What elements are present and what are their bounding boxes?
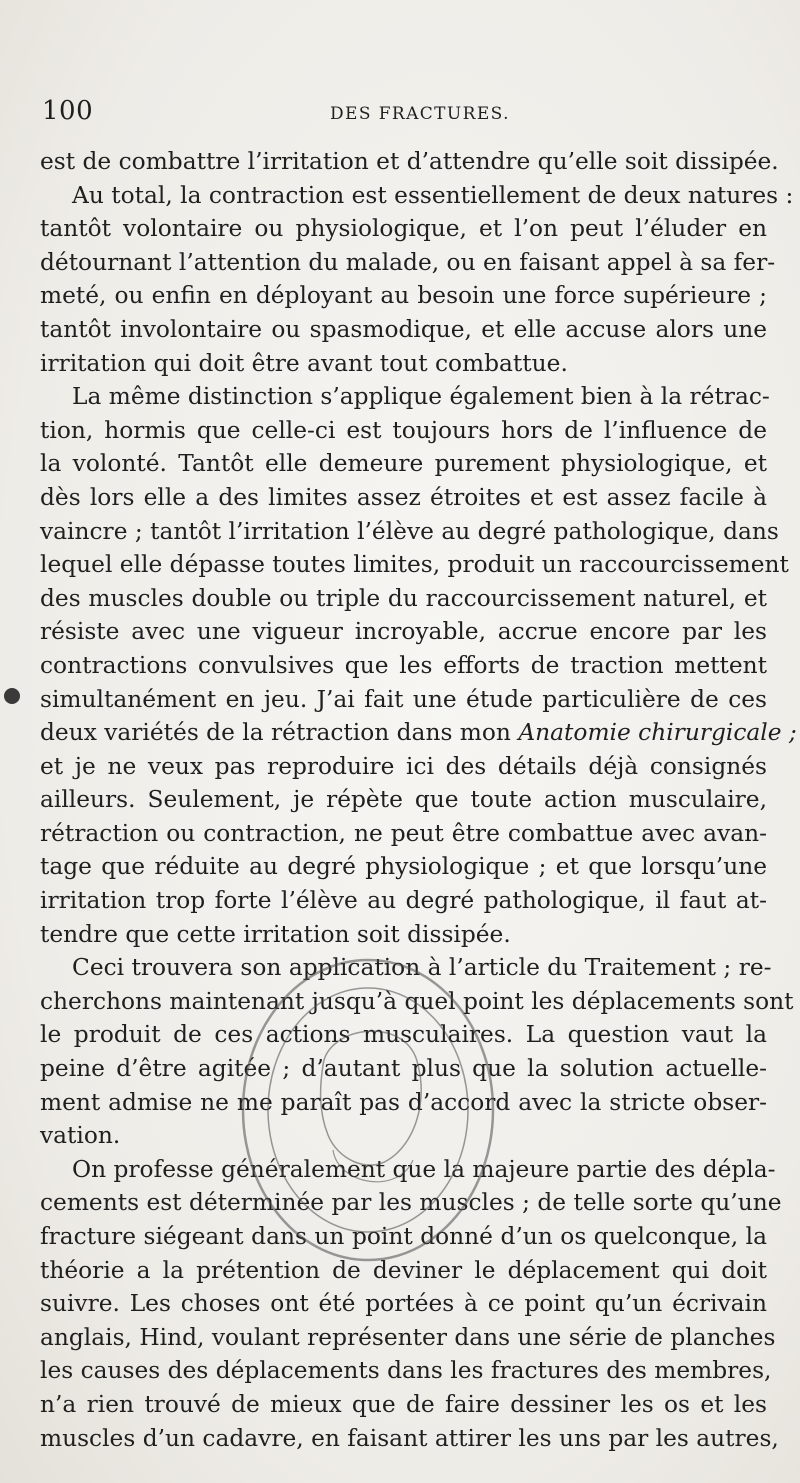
stamp-outer-ring	[243, 960, 493, 1260]
text-line: détournant l’attention du malade, ou en faisant appel à sa fer-	[40, 248, 776, 276]
text-line: tantôt involontaire ou spasmodique, et elle accuse alors une	[40, 315, 767, 343]
text-line: La même distinction s’applique également bien à la rétrac-	[72, 383, 770, 411]
book-title-italic: Anatomie chirurgicale ;	[518, 719, 797, 747]
text-line: simultanément en jeu. J’ai fait une étude particulière de ces	[40, 685, 767, 713]
text-line: des muscles double ou triple du raccourcissement naturel, et	[40, 584, 767, 612]
text-line-with-italic	[40, 716, 797, 750]
text-line: vaincre ; tantôt l’irritation l’élève au degré pathologique, dans	[40, 517, 779, 545]
text-line: le produit de ces actions musculaires. La question vaut la	[40, 1021, 767, 1049]
text-line: Ceci trouvera son application à l’article du Traitement ; re-	[72, 954, 772, 982]
text-line: cements est déterminée par les muscles ; de telle sorte qu’une	[40, 1189, 782, 1217]
text-line: est de combattre l’irritation et d’attendre qu’elle soit dissipée.	[40, 148, 779, 175]
text-line: tendre que cette irritation soit dissipée.	[40, 920, 511, 948]
text-line: irritation qui doit être avant tout combattue.	[40, 349, 568, 377]
text-line: les causes des déplacements dans les fractures des membres,	[40, 1357, 772, 1385]
text-line: ment admise ne me paraît pas d’accord avec la stricte obser-	[40, 1088, 767, 1116]
text-line: irritation trop forte l’élève au degré pathologique, il faut at-	[40, 887, 767, 915]
text-line: tage que réduite au degré physiologique ; et que lorsqu’une	[40, 853, 767, 881]
text-line: anglais, Hind, voulant représenter dans une série de planches	[40, 1323, 776, 1351]
page-number: 100	[42, 96, 94, 126]
text-line: n’a rien trouvé de mieux que de faire dessiner les os et les	[40, 1390, 767, 1418]
text-line: lequel elle dépasse toutes limites, produit un raccourcissement	[40, 551, 789, 579]
text-line: résiste avec une vigueur incroyable, accrue encore par les	[40, 618, 767, 646]
text-line: rétraction ou contraction, ne peut être combattue avec avan-	[40, 819, 767, 847]
text-line: Au total, la contraction est essentiellement de deux natures :	[72, 181, 794, 209]
text-line: vation.	[40, 1122, 121, 1150]
text-line: suivre. Les choses ont été portées à ce point qu’un écrivain	[40, 1290, 767, 1318]
text-line: la volonté. Tantôt elle demeure purement physiologique, et	[40, 450, 767, 478]
text-line: tantôt volontaire ou physiologique, et l’on peut l’éluder en	[40, 215, 767, 243]
text-line: dès lors elle a des limites assez étroites et est assez facile à	[40, 483, 767, 511]
text-line: peine d’être agitée ; d’autant plus que la solution actuelle-	[40, 1055, 767, 1083]
text-line: fracture siégeant dans un point donné d’un os quelconque, la	[40, 1223, 767, 1250]
text-line: et je ne veux pas reproduire ici des détails déjà consignés	[40, 752, 767, 780]
text-line: théorie a la prétention de deviner le déplacement qui doit	[40, 1256, 767, 1284]
library-stamp-graphic	[243, 960, 493, 1260]
text-line: muscles d’un cadavre, en faisant attirer les uns par les autres,	[40, 1424, 779, 1452]
margin-ink-mark	[4, 688, 20, 704]
running-title: DES FRACTURES.	[330, 104, 510, 124]
text-line: tion, hormis que celle-ci est toujours hors de l’influence de	[40, 416, 767, 444]
text-segment: deux variétés de la rétraction dans mon	[40, 719, 519, 747]
text-line: cherchons maintenant jusqu’à quel point les déplacements sont	[40, 987, 794, 1015]
text-line: contractions convulsives que les efforts de traction mettent	[40, 651, 767, 679]
text-line: On professe généralement que la majeure partie des dépla-	[72, 1155, 776, 1183]
stamp-profile-portrait	[321, 1031, 422, 1165]
text-line: meté, ou enfin en déployant au besoin une force supérieure ;	[40, 282, 767, 310]
text-line: ailleurs. Seulement, je répète que toute action musculaire,	[40, 786, 767, 814]
library-stamp	[228, 945, 508, 1275]
stamp-inner-ring	[268, 988, 468, 1232]
